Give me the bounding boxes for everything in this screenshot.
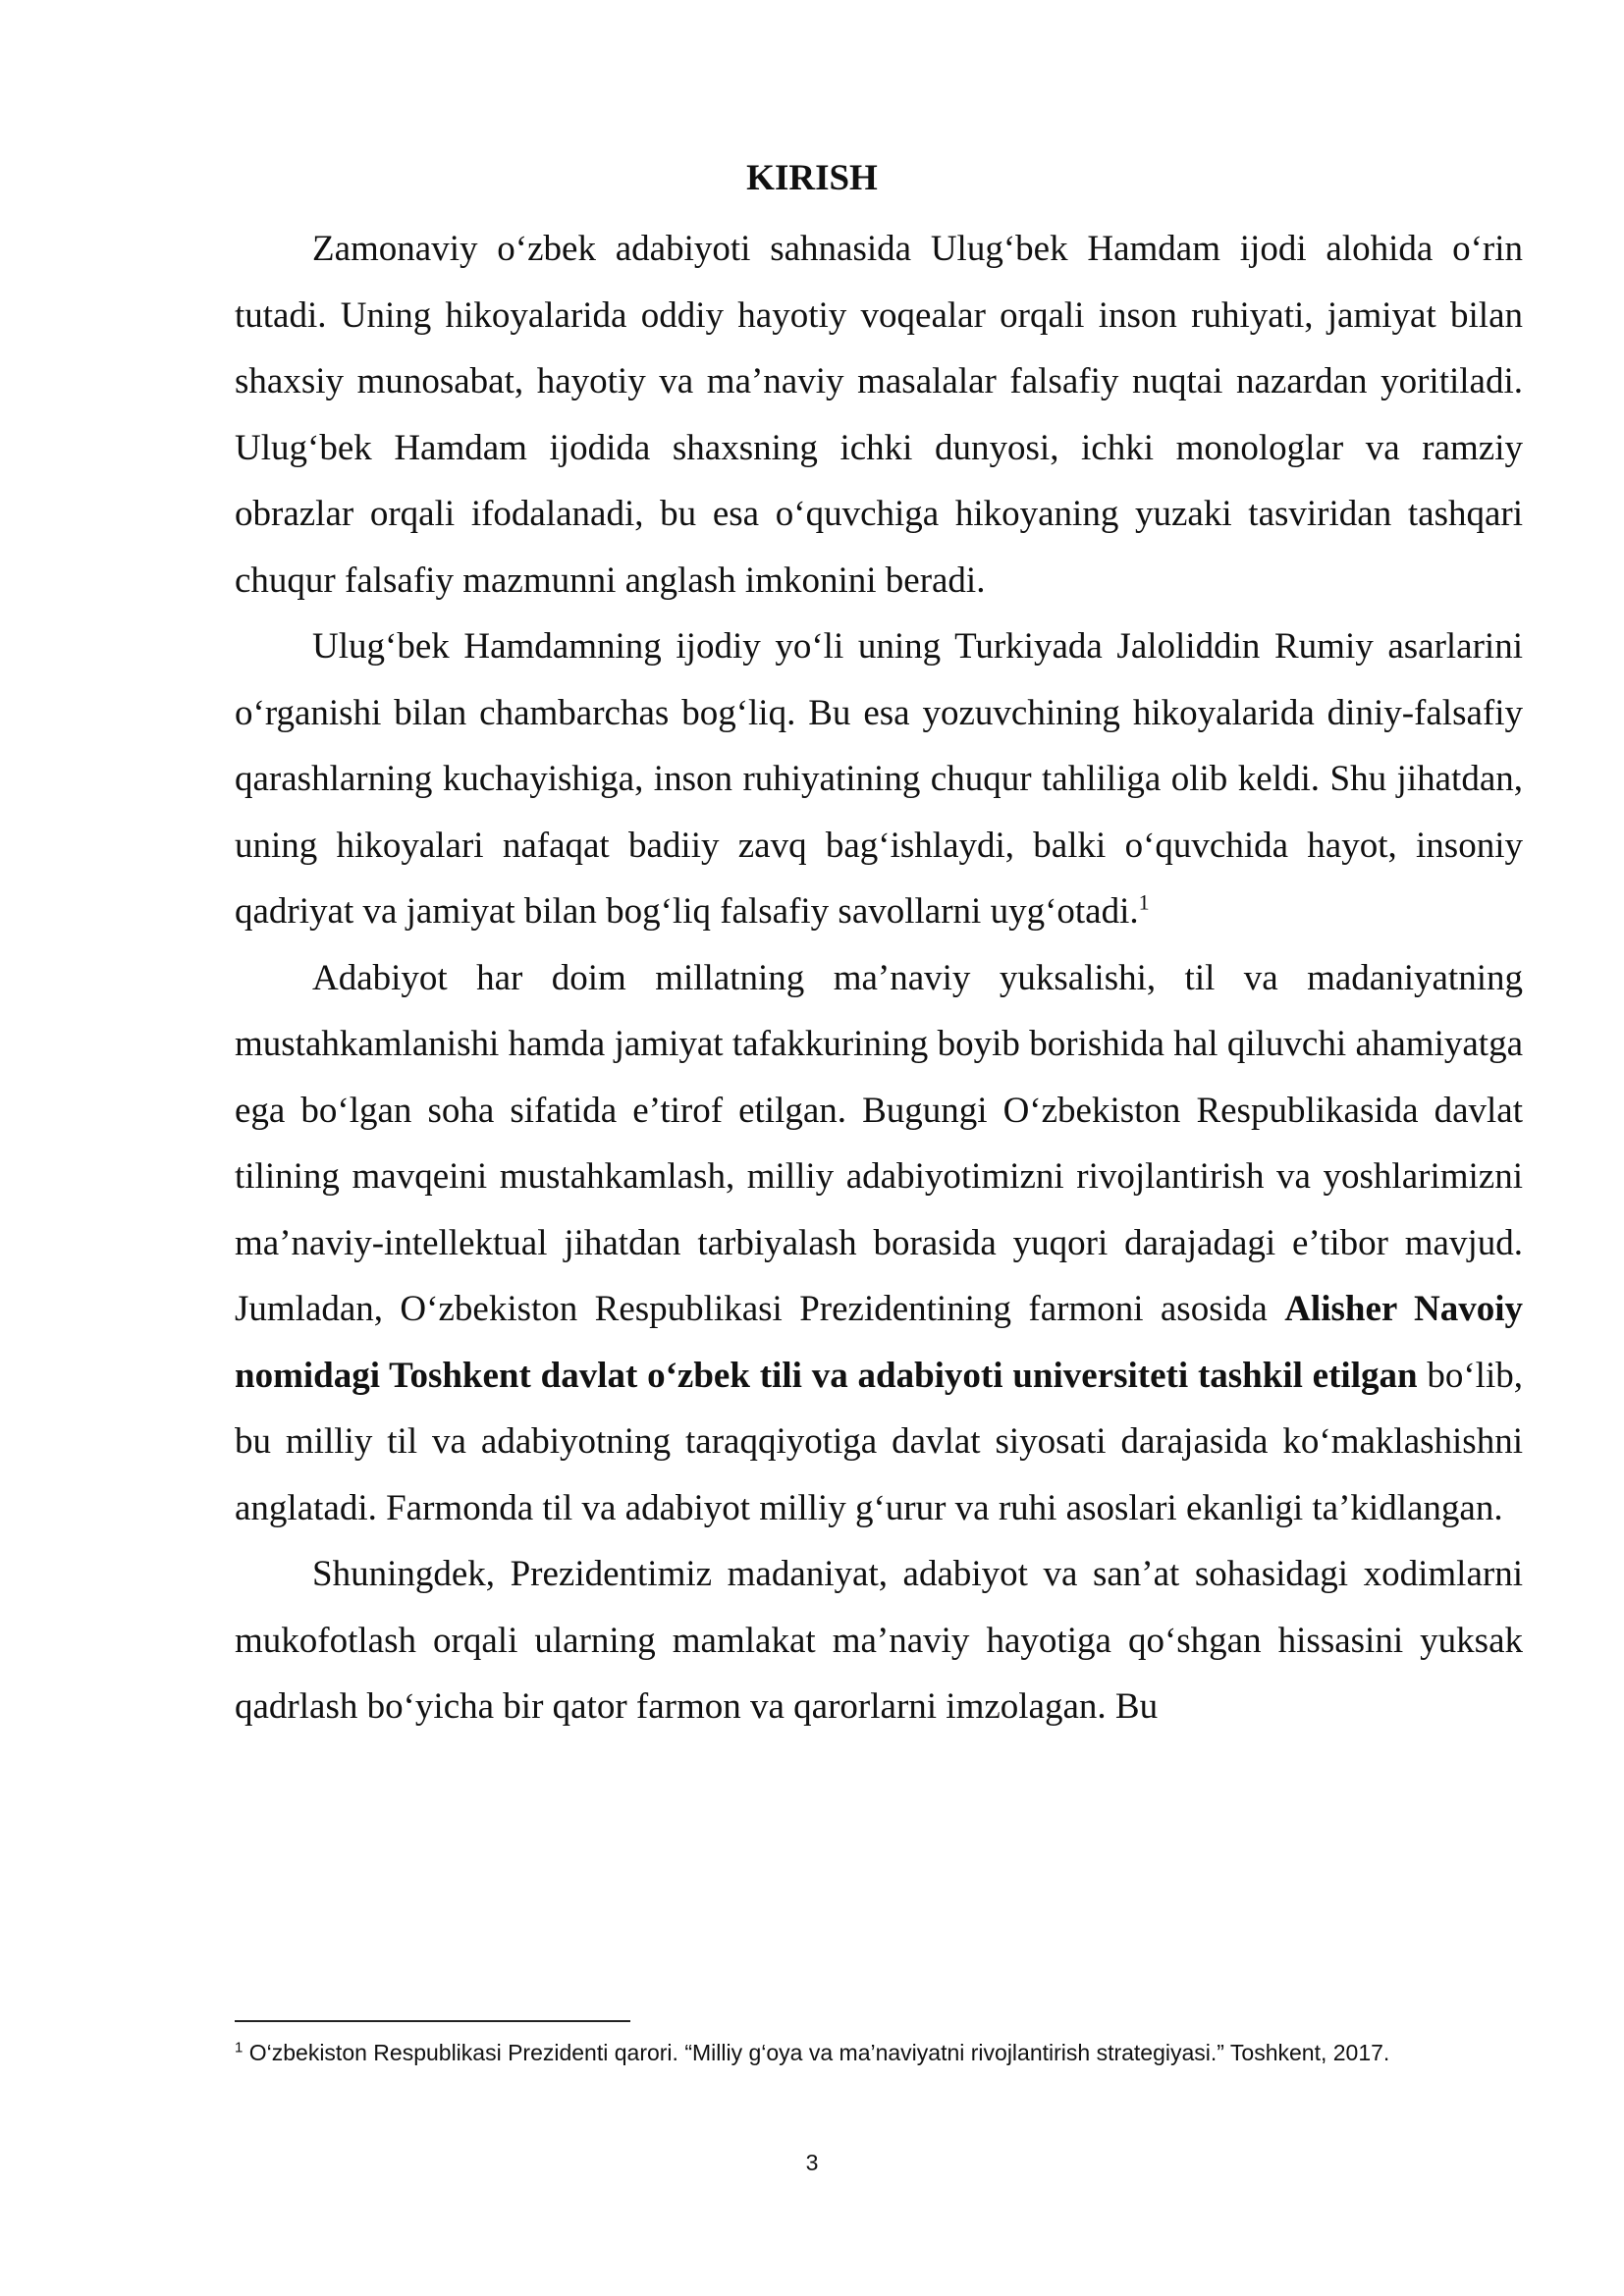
body-text <box>235 216 1523 1740</box>
page-number: 3 <box>805 2150 819 2175</box>
footnote <box>235 2036 1523 2069</box>
paragraph-3-text-after: bo‘lib, bu milliy til va adabiyotning taraqqiyotiga davlat siyosati darajasida ko‘maklashishni anglatadi. Farmonda til va adabiyot milliy g‘urur va ruhi asoslari ekanligi ta’kidlangan. <box>235 1355 1523 1528</box>
paragraph-2 <box>235 614 1523 945</box>
paragraph-3-bold-text: Alisher Navoiy nomidagi Toshkent davlat o‘zbek tili va adabiyoti universiteti tashkil etilgan <box>235 1289 1524 1396</box>
paragraph-3-text-before: Adabiyot har doim millatning ma’naviy yuksalishi, til va madaniyatning mustahkamlanishi hamda jamiyat tafakkurining boyib borishida hal qiluvchi ahamiyatga ega bo‘lgan soha sifatida e’tirof etilgan. Bugungi O‘zbekiston Respublikasida davlat tilining mavqeini mustahkamlash, milliy adabiyotimizni rivojlantirish va yoshlarimizni ma’naviy-intellektual jihatdan tarbiyalash borasida yuqori darajadagi e’tibor mavjud. Jumladan, O‘zbekiston Respublikasi Prezidentining farmoni asosida <box>235 957 1523 1329</box>
paragraph-2-text: Ulug‘bek Hamdamning ijodiy yo‘li uning Turkiyada Jaloliddin Rumiy asarlarini o‘rganishi bilan chambarchas bog‘liq. Bu esa yozuvchining hikoyalarida diniy-falsafiy qarashlarning kuchayishiga, inson ruhiyatining chuqur tahliliga olib keldi. Shu jihatdan, uning hikoyalari nafaqat badiiy zavq bag‘ishlaydi, balki o‘quvchida hayot, insoniy qadriyat va jamiyat bilan bog‘liq falsafiy savollarni uyg‘otadi. <box>235 626 1523 932</box>
footnote-divider <box>235 2020 630 2022</box>
paragraph-4: Shuningdek, Prezidentimiz madaniyat, adabiyot va san’at sohasidagi xodimlarni mukofotlash orqali ularning mamlakat ma’naviy hayotiga qo‘shgan hissasini yuksak qadrlash bo‘yicha bir qator farmon va qarorlarni imzolagan. Bu <box>235 1554 1523 1727</box>
footnote-reference[interactable]: 1 <box>1138 889 1150 915</box>
footnote-mark: 1 <box>235 2039 244 2056</box>
paragraph-3 <box>235 945 1523 1542</box>
footnote-text: O‘zbekiston Respublikasi Prezidenti qarori. “Milliy g‘oya va ma’naviyatni rivojlantirish strategiyasi.” Toshkent, 2017. <box>248 2040 1390 2065</box>
page-title: KIRISH <box>746 158 878 198</box>
paragraph-1: Zamonaviy o‘zbek adabiyoti sahnasida Ulug‘bek Hamdam ijodi alohida o‘rin tutadi. Uning hikoyalarida oddiy hayotiy voqealar orqali inson ruhiyati, jamiyat bilan shaxsiy munosabat, hayotiy va ma’naviy masalalar falsafiy nuqtai nazardan yoritiladi. Ulug‘bek Hamdam ijodida shaxsning ichki dunyosi, ichki monologlar va ramziy obrazlar orqali ifodalanadi, bu esa o‘quvchiga hikoyaning yuzaki tasviridan tashqari chuqur falsafiy mazmunni anglash imkonini beradi. <box>235 229 1523 601</box>
